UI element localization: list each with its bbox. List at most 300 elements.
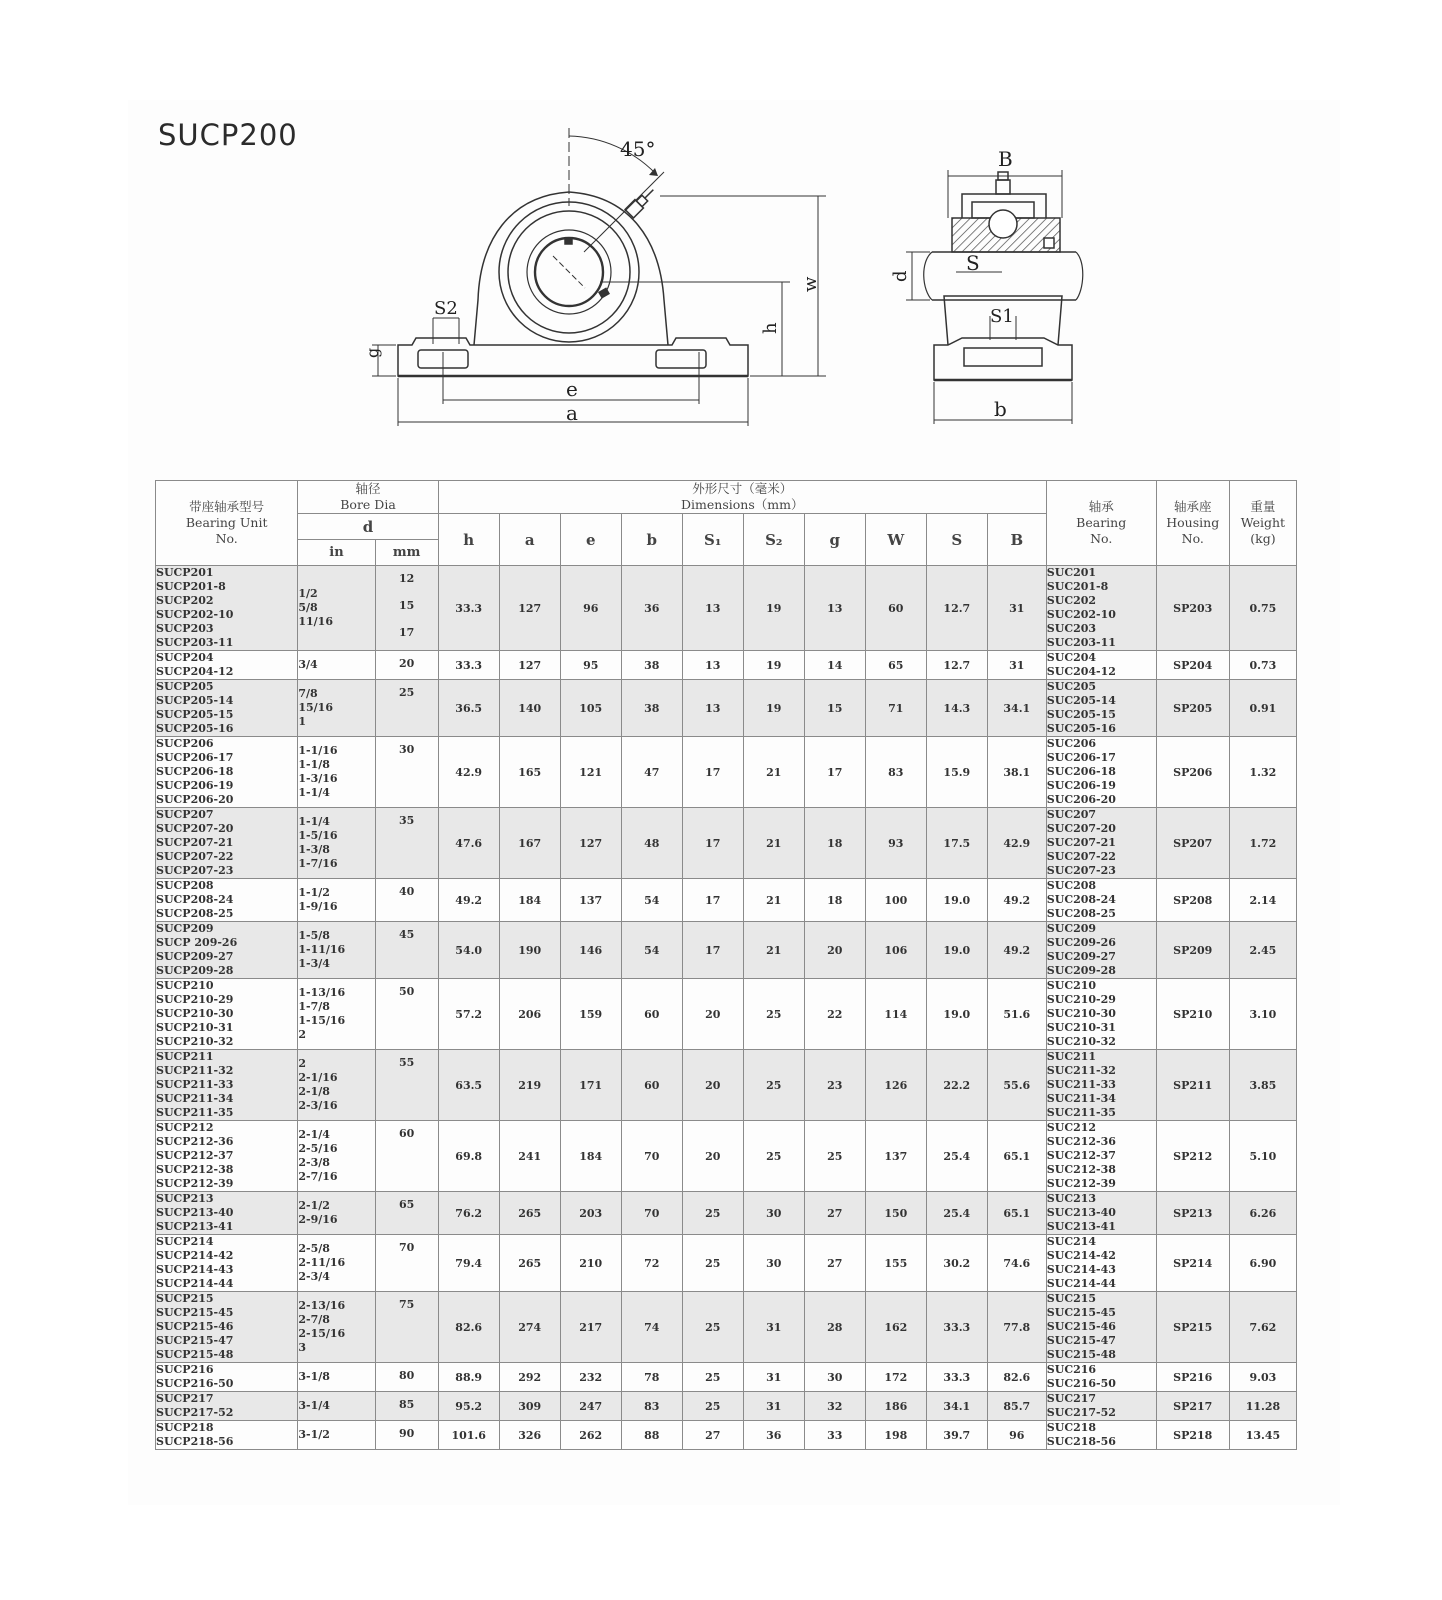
cell-dim-s1: 17 (682, 922, 743, 979)
cell-bearing-numbers-line: SUC215-48 (1046, 1348, 1116, 1361)
table-row (156, 1292, 1297, 1363)
cell-unit-numbers-line: SUCP215-48 (156, 1348, 234, 1361)
table-row (156, 566, 1297, 651)
cell-weight: 1.32 (1229, 737, 1296, 808)
cell-dim-s1: 25 (682, 1292, 743, 1363)
cell-bearing-numbers-line: SUC207 (1046, 808, 1097, 821)
cell-bearing-numbers-line: SUC206-18 (1046, 765, 1116, 778)
cell-unit-numbers-line: SUCP206-19 (156, 779, 234, 792)
header-housing-no-label: No. (1181, 531, 1204, 546)
header-col-g: g (804, 514, 865, 566)
cell-weight: 2.45 (1229, 922, 1296, 979)
cell-bore-inch-line: 1-11/16 (298, 943, 346, 956)
cell-dim-b-upper: 85.7 (987, 1392, 1046, 1421)
cell-dim-w: 186 (865, 1392, 926, 1421)
cell-bore-inch-line: 2-5/8 (298, 1242, 330, 1255)
cell-bearing-numbers-line: SUC212-39 (1046, 1177, 1116, 1190)
cell-dim-b-upper: 96 (987, 1421, 1046, 1450)
cell-bore-inch-line: 1-3/8 (298, 843, 330, 856)
cell-dim-s1: 25 (682, 1192, 743, 1235)
cell-bearing-numbers-line: SUC209 (1046, 922, 1097, 935)
cell-dim-b: 74 (621, 1292, 682, 1363)
cell-bore-inch (298, 1363, 375, 1392)
cell-dim-w: 100 (865, 879, 926, 922)
cell-dim-s2: 25 (743, 1121, 804, 1192)
cell-bore-inch-line: 2-5/16 (298, 1142, 338, 1155)
cell-unit-numbers (156, 1235, 298, 1292)
cell-dim-s: 12.7 (926, 651, 987, 680)
cell-dim-b: 78 (621, 1363, 682, 1392)
cell-bore-mm-line: 85 (399, 1398, 415, 1411)
cell-bearing-numbers-line: SUC207-22 (1046, 850, 1116, 863)
dim-label-w: w (800, 276, 821, 292)
cell-dim-a: 206 (499, 979, 560, 1050)
cell-unit-numbers (156, 1192, 298, 1235)
header-bearing-no-label: No. (1090, 531, 1113, 546)
cell-bearing-numbers-line: SUC211-34 (1046, 1092, 1116, 1105)
cell-weight: 0.73 (1229, 651, 1296, 680)
cell-bearing-numbers-line: SUC213 (1046, 1192, 1097, 1205)
cell-bore-mm (375, 1235, 438, 1292)
cell-bearing-numbers-line: SUC211 (1046, 1050, 1097, 1063)
page-title: SUCP200 (158, 118, 298, 152)
header-bearing-unit-cn: 带座轴承型号 (189, 499, 265, 514)
cell-unit-numbers-line: SUCP212-39 (156, 1177, 234, 1190)
cell-unit-numbers-line: SUCP206-17 (156, 751, 234, 764)
header-col-w: W (865, 514, 926, 566)
cell-unit-numbers-line: SUCP210-31 (156, 1021, 234, 1034)
cell-bearing-numbers (1046, 1392, 1156, 1421)
header-weight (1229, 481, 1296, 566)
cell-bore-mm-line: 12 (399, 572, 415, 585)
header-col-a: a (499, 514, 560, 566)
cell-unit-numbers-line: SUCP215 (156, 1292, 214, 1305)
cell-dim-w: 60 (865, 566, 926, 651)
cell-bore-inch-line: 2-3/16 (298, 1099, 338, 1112)
cell-housing-no: SP205 (1156, 680, 1229, 737)
cell-unit-numbers-line: SUCP213 (156, 1192, 214, 1205)
cell-dim-s: 17.5 (926, 808, 987, 879)
cell-unit-numbers-line: SUCP218 (156, 1421, 214, 1434)
cell-dim-b: 70 (621, 1192, 682, 1235)
cell-unit-numbers-line: SUCP204-12 (156, 665, 234, 678)
cell-dim-s1: 20 (682, 1050, 743, 1121)
cell-dim-e: 137 (560, 879, 621, 922)
cell-dim-e: 262 (560, 1421, 621, 1450)
cell-housing-no: SP216 (1156, 1363, 1229, 1392)
cell-unit-numbers (156, 922, 298, 979)
cell-dim-w: 126 (865, 1050, 926, 1121)
cell-dim-b-upper: 31 (987, 651, 1046, 680)
cell-bearing-numbers (1046, 1363, 1156, 1392)
cell-dim-s2: 21 (743, 879, 804, 922)
cell-dim-b: 54 (621, 879, 682, 922)
header-col-b-upper: B (987, 514, 1046, 566)
table-body (156, 566, 1297, 1450)
cell-bearing-numbers-line: SUC204-12 (1046, 665, 1116, 678)
cell-bearing-numbers-line: SUC207-21 (1046, 836, 1116, 849)
cell-dim-s: 19.0 (926, 879, 987, 922)
cell-bore-inch-line: 1 (298, 715, 307, 728)
cell-dim-w: 65 (865, 651, 926, 680)
cell-housing-no: SP207 (1156, 808, 1229, 879)
cell-dim-s1: 27 (682, 1421, 743, 1450)
specification-table (155, 480, 1297, 1450)
cell-dim-a: 292 (499, 1363, 560, 1392)
cell-dim-e: 203 (560, 1192, 621, 1235)
cell-unit-numbers-line: SUCP207-23 (156, 864, 234, 877)
table-row (156, 651, 1297, 680)
cell-bore-inch (298, 979, 375, 1050)
cell-dim-b: 36 (621, 566, 682, 651)
cell-bore-inch (298, 879, 375, 922)
cell-dim-w: 172 (865, 1363, 926, 1392)
cell-bearing-numbers (1046, 879, 1156, 922)
cell-bearing-numbers (1046, 680, 1156, 737)
cell-bearing-numbers-line: SUC215 (1046, 1292, 1097, 1305)
cell-dim-g: 15 (804, 680, 865, 737)
cell-dim-h: 47.6 (438, 808, 499, 879)
cell-bearing-numbers-line: SUC211-32 (1046, 1064, 1116, 1077)
cell-dim-s1: 13 (682, 566, 743, 651)
cell-bearing-numbers-line: SUC210-31 (1046, 1021, 1116, 1034)
cell-bore-inch-line: 5/8 (298, 601, 318, 614)
cell-dim-b-upper: 42.9 (987, 808, 1046, 879)
cell-dim-g: 30 (804, 1363, 865, 1392)
cell-dim-g: 28 (804, 1292, 865, 1363)
cell-unit-numbers (156, 566, 298, 651)
cell-dim-s2: 21 (743, 737, 804, 808)
cell-dim-h: 54.0 (438, 922, 499, 979)
cell-unit-numbers-line: SUCP214-44 (156, 1277, 234, 1290)
cell-bearing-numbers-line: SUC210-29 (1046, 993, 1116, 1006)
cell-bore-inch-line: 2-1/16 (298, 1071, 338, 1084)
cell-dim-s2: 36 (743, 1421, 804, 1450)
cell-unit-numbers-line: SUCP216 (156, 1363, 214, 1376)
cell-dim-e: 159 (560, 979, 621, 1050)
cell-unit-numbers-line: SUCP203-11 (156, 636, 234, 649)
cell-dim-a: 326 (499, 1421, 560, 1450)
cell-bearing-numbers (1046, 1050, 1156, 1121)
cell-unit-numbers-line: SUCP217-52 (156, 1406, 234, 1419)
cell-unit-numbers (156, 1121, 298, 1192)
cell-bearing-numbers-line: SUC216-50 (1046, 1377, 1116, 1390)
cell-bearing-numbers-line: SUC205-16 (1046, 722, 1116, 735)
cell-bore-mm-line: 50 (399, 985, 415, 998)
cell-dim-a: 219 (499, 1050, 560, 1121)
cell-bore-inch-line: 2-1/8 (298, 1085, 330, 1098)
dim-label-h: h (760, 322, 781, 334)
cell-bore-inch-line: 1-9/16 (298, 900, 338, 913)
cell-dim-s2: 19 (743, 651, 804, 680)
cell-dim-s1: 17 (682, 808, 743, 879)
cell-dim-h: 36.5 (438, 680, 499, 737)
cell-bore-mm (375, 1292, 438, 1363)
cell-dim-h: 79.4 (438, 1235, 499, 1292)
dim-label-b-top: B (998, 147, 1013, 171)
cell-dim-s: 12.7 (926, 566, 987, 651)
cell-dim-w: 155 (865, 1235, 926, 1292)
cell-weight: 6.90 (1229, 1235, 1296, 1292)
cell-weight: 13.45 (1229, 1421, 1296, 1450)
dim-label-e: e (566, 377, 578, 401)
cell-bearing-numbers-line: SUC217-52 (1046, 1406, 1116, 1419)
cell-bore-inch-line: 3/4 (298, 658, 318, 671)
cell-dim-g: 18 (804, 879, 865, 922)
cell-dim-w: 106 (865, 922, 926, 979)
cell-bore-inch (298, 808, 375, 879)
cell-unit-numbers (156, 979, 298, 1050)
cell-bore-inch (298, 737, 375, 808)
table-row (156, 737, 1297, 808)
cell-dim-e: 96 (560, 566, 621, 651)
cell-dim-s: 30.2 (926, 1235, 987, 1292)
cell-bore-mm-line: 60 (399, 1127, 415, 1140)
cell-bearing-numbers-line: SUC208-24 (1046, 893, 1116, 906)
cell-unit-numbers (156, 1292, 298, 1363)
cell-unit-numbers-line: SUCP215-47 (156, 1334, 234, 1347)
cell-weight: 5.10 (1229, 1121, 1296, 1192)
cell-bearing-numbers-line: SUC206 (1046, 737, 1097, 750)
cell-unit-numbers-line: SUCP214-42 (156, 1249, 234, 1262)
cell-bearing-numbers-line: SUC202-10 (1046, 608, 1116, 621)
cell-unit-numbers-line: SUCP209-27 (156, 950, 234, 963)
cell-unit-numbers (156, 879, 298, 922)
cell-bore-mm-line: 65 (399, 1198, 415, 1211)
cell-housing-no: SP212 (1156, 1121, 1229, 1192)
cell-dim-h: 57.2 (438, 979, 499, 1050)
cell-bearing-numbers-line: SUC205-15 (1046, 708, 1116, 721)
cell-bearing-numbers (1046, 1292, 1156, 1363)
header-col-h: h (438, 514, 499, 566)
cell-bearing-numbers-line: SUC201-8 (1046, 580, 1109, 593)
angle-label: 45° (620, 137, 656, 161)
cell-bore-mm-line: 75 (399, 1298, 415, 1311)
cell-dim-h: 33.3 (438, 651, 499, 680)
cell-dim-s2: 25 (743, 979, 804, 1050)
cell-bore-mm-line: 45 (399, 928, 415, 941)
cell-bearing-numbers (1046, 922, 1156, 979)
cell-bore-inch-line: 3 (298, 1341, 307, 1354)
cell-bearing-numbers-line: SUC210-30 (1046, 1007, 1116, 1020)
header-col-e: e (560, 514, 621, 566)
cell-bearing-numbers-line: SUC206-19 (1046, 779, 1116, 792)
cell-dim-s: 15.9 (926, 737, 987, 808)
cell-dim-w: 71 (865, 680, 926, 737)
cell-unit-numbers-line: SUCP204 (156, 651, 214, 664)
cell-dim-s2: 19 (743, 680, 804, 737)
cell-bore-inch-line: 2-1/4 (298, 1128, 330, 1141)
table-row (156, 979, 1297, 1050)
cell-dim-g: 27 (804, 1192, 865, 1235)
cell-bearing-numbers-line: SUC212-37 (1046, 1149, 1116, 1162)
cell-bore-mm (375, 737, 438, 808)
cell-bore-mm (375, 1421, 438, 1450)
cell-unit-numbers-line: SUCP206-20 (156, 793, 234, 806)
header-weight-unit: (kg) (1250, 531, 1276, 546)
header-bearing-en: Bearing (1076, 515, 1127, 530)
cell-bore-mm-line: 80 (399, 1369, 415, 1382)
cell-bore-inch-line: 15/16 (298, 701, 333, 714)
cell-dim-s1: 25 (682, 1392, 743, 1421)
cell-dim-e: 184 (560, 1121, 621, 1192)
header-d: d (298, 514, 438, 540)
cell-bearing-numbers-line: SUC213-41 (1046, 1220, 1116, 1233)
cell-bore-inch (298, 1050, 375, 1121)
cell-bore-inch-line: 2 (298, 1057, 307, 1070)
cell-weight: 9.03 (1229, 1363, 1296, 1392)
header-col-b: b (621, 514, 682, 566)
header-bore-dia (298, 481, 438, 514)
cell-weight: 11.28 (1229, 1392, 1296, 1421)
cell-unit-numbers-line: SUCP210 (156, 979, 214, 992)
cell-bore-inch-line: 1-3/4 (298, 957, 330, 970)
dim-label-b-bottom: b (994, 397, 1007, 421)
cell-unit-numbers-line: SUCP208-24 (156, 893, 234, 906)
cell-bore-inch-line: 2-7/8 (298, 1313, 330, 1326)
cell-dim-b-upper: 49.2 (987, 879, 1046, 922)
cell-bore-inch (298, 1421, 375, 1450)
header-bearing-cn: 轴承 (1088, 499, 1114, 514)
cell-bearing-numbers-line: SUC216 (1046, 1363, 1097, 1376)
cell-dim-e: 105 (560, 680, 621, 737)
cell-bore-mm (375, 1192, 438, 1235)
cell-dim-s2: 21 (743, 922, 804, 979)
cell-bore-mm (375, 1363, 438, 1392)
cell-bore-inch-line: 11/16 (298, 615, 333, 628)
cell-dim-g: 32 (804, 1392, 865, 1421)
table-row (156, 1235, 1297, 1292)
cell-bearing-numbers-line: SUC202 (1046, 594, 1097, 607)
table-row (156, 808, 1297, 879)
cell-bearing-numbers (1046, 1235, 1156, 1292)
cell-dim-b-upper: 82.6 (987, 1363, 1046, 1392)
cell-dim-e: 232 (560, 1363, 621, 1392)
cell-dim-e: 95 (560, 651, 621, 680)
cell-dim-g: 13 (804, 566, 865, 651)
table-row (156, 1192, 1297, 1235)
cell-bearing-numbers-line: SUC208-25 (1046, 907, 1116, 920)
cell-bore-inch-line: 1-1/4 (298, 786, 330, 799)
cell-bearing-numbers-line: SUC206-20 (1046, 793, 1116, 806)
cell-bearing-numbers-line: SUC217 (1046, 1392, 1097, 1405)
cell-bearing-numbers-line: SUC209-27 (1046, 950, 1116, 963)
cell-bore-inch-line: 1-7/8 (298, 1000, 330, 1013)
cell-housing-no: SP215 (1156, 1292, 1229, 1363)
cell-unit-numbers (156, 1050, 298, 1121)
header-bearing-unit-en: Bearing Unit (185, 515, 268, 530)
dim-label-s2: S2 (434, 298, 458, 319)
cell-dim-b: 38 (621, 680, 682, 737)
cell-dim-b-upper: 55.6 (987, 1050, 1046, 1121)
cell-unit-numbers-line: SUCP202 (156, 594, 214, 607)
header-bearing-unit (156, 481, 298, 566)
cell-bearing-numbers-line: SUC214-44 (1046, 1277, 1116, 1290)
cell-bearing-numbers-line: SUC215-46 (1046, 1320, 1116, 1333)
front-view (372, 128, 826, 426)
cell-bore-inch-line: 2-15/16 (298, 1327, 346, 1340)
cell-dim-s: 34.1 (926, 1392, 987, 1421)
cell-dim-s2: 30 (743, 1235, 804, 1292)
cell-dim-b-upper: 51.6 (987, 979, 1046, 1050)
cell-dim-s1: 13 (682, 651, 743, 680)
cell-bore-inch-line: 1-13/16 (298, 986, 346, 999)
cell-dim-b-upper: 77.8 (987, 1292, 1046, 1363)
cell-dim-s2: 31 (743, 1292, 804, 1363)
cell-bearing-numbers-line: SUC206-17 (1046, 751, 1116, 764)
table-row (156, 922, 1297, 979)
cell-dim-b: 54 (621, 922, 682, 979)
cell-dim-e: 217 (560, 1292, 621, 1363)
cell-bore-mm-line: 25 (399, 686, 415, 699)
cell-unit-numbers-line: SUCP210-30 (156, 1007, 234, 1020)
cell-unit-numbers-line: SUCP202-10 (156, 608, 234, 621)
cell-dim-b-upper: 34.1 (987, 680, 1046, 737)
header-weight-cn: 重量 (1250, 499, 1276, 514)
cell-dim-g: 25 (804, 1121, 865, 1192)
cell-bore-inch-line: 1-5/16 (298, 829, 338, 842)
cell-bearing-numbers (1046, 1421, 1156, 1450)
cell-unit-numbers-line: SUCP206-18 (156, 765, 234, 778)
dim-label-a: a (566, 401, 578, 425)
cell-dim-e: 121 (560, 737, 621, 808)
cell-dim-g: 23 (804, 1050, 865, 1121)
cell-unit-numbers-line: SUCP211-34 (156, 1092, 234, 1105)
cell-dim-w: 114 (865, 979, 926, 1050)
cell-bore-inch (298, 566, 375, 651)
cell-dim-s: 19.0 (926, 979, 987, 1050)
header-weight-en: Weight (1240, 515, 1286, 530)
cell-dim-w: 83 (865, 737, 926, 808)
cell-housing-no: SP203 (1156, 566, 1229, 651)
cell-unit-numbers-line: SUCP209-28 (156, 964, 234, 977)
cell-dim-h: 88.9 (438, 1363, 499, 1392)
cell-bearing-numbers-line: SUC211-33 (1046, 1078, 1116, 1091)
cell-dim-s: 39.7 (926, 1421, 987, 1450)
cell-bearing-numbers-line: SUC204 (1046, 651, 1097, 664)
cell-bearing-numbers-line: SUC203 (1046, 622, 1097, 635)
cell-unit-numbers-line: SUCP216-50 (156, 1377, 234, 1390)
cell-dim-s: 25.4 (926, 1121, 987, 1192)
cell-dim-b: 60 (621, 1050, 682, 1121)
cell-unit-numbers-line: SUCP210-32 (156, 1035, 234, 1048)
cell-dim-s: 14.3 (926, 680, 987, 737)
cell-unit-numbers (156, 680, 298, 737)
cell-unit-numbers-line: SUCP211-33 (156, 1078, 234, 1091)
cell-dim-a: 165 (499, 737, 560, 808)
cell-weight: 1.72 (1229, 808, 1296, 879)
cell-bore-inch-line: 2-3/4 (298, 1270, 330, 1283)
header-dimensions (438, 481, 1046, 514)
cell-dim-g: 33 (804, 1421, 865, 1450)
cell-dim-h: 49.2 (438, 879, 499, 922)
cell-dim-b: 70 (621, 1121, 682, 1192)
table-row (156, 1363, 1297, 1392)
cell-dim-a: 241 (499, 1121, 560, 1192)
cell-dim-s2: 19 (743, 566, 804, 651)
cell-bearing-numbers (1046, 1121, 1156, 1192)
cell-bearing-numbers-line: SUC207-20 (1046, 822, 1116, 835)
cell-unit-numbers-line: SUCP207-22 (156, 850, 234, 863)
cell-bore-inch-line: 1-5/8 (298, 929, 330, 942)
header-mm: mm (375, 540, 438, 566)
cell-dim-h: 69.8 (438, 1121, 499, 1192)
cell-dim-s1: 13 (682, 680, 743, 737)
cell-bearing-numbers-line: SUC209-28 (1046, 964, 1116, 977)
header-housing-cn: 轴承座 (1173, 499, 1212, 514)
cell-bore-inch (298, 1121, 375, 1192)
cell-dim-w: 93 (865, 808, 926, 879)
